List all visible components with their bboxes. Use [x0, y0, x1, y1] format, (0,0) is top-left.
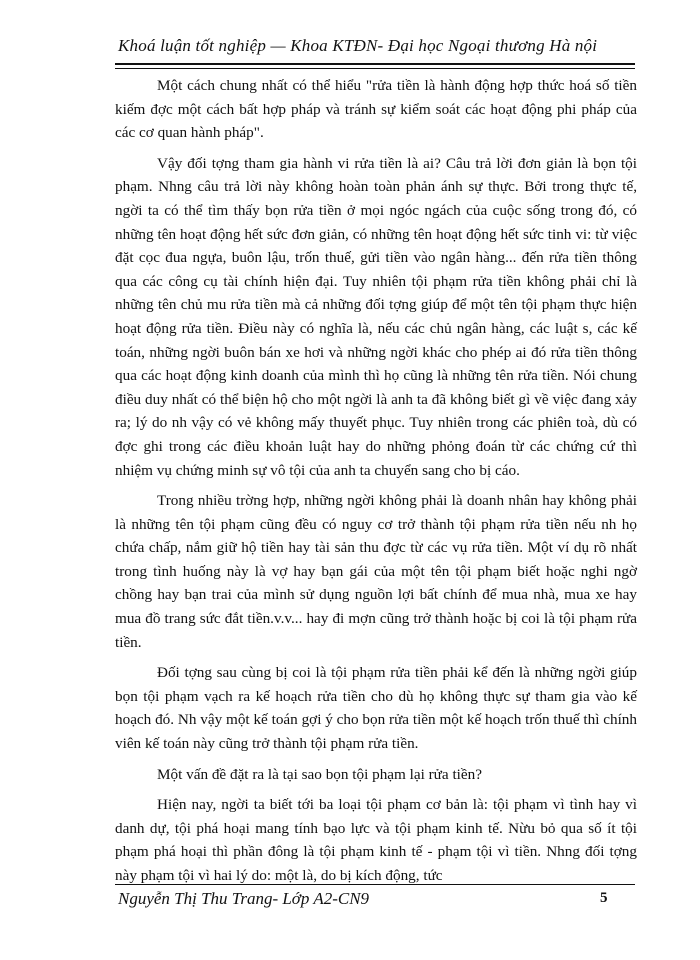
page-number: 5 — [600, 890, 608, 906]
document-body — [115, 74, 637, 895]
paragraph-2: Vậy đối tợng tham gia hành vi rửa tiền là ai? Câu trả lời đơn giản là bọn tội phạm. Nhng câu trả lời này không hoàn toàn phản ánh sự thực. Bởi trong thực tế, ngời ta có thể tìm thấy bọn rửa tiền ở mọi ngóc ngách của cuộc sống trong đó, có những tên hoạt động hết sức đơn giản, có những tên hoạt động hết sức tinh vi: từ việc đặt cọc đua ngựa, buôn lậu, trốn thuế, gửi tiền vào ngân hàng... đến rửa tiền thông qua các công cụ tài chính hiện đại. Tuy nhiên tội phạm rửa tiền không phải chỉ là những tên chủ mu rửa tiền mà cả những đối tợng giúp để một tên tội phạm thực hiện hoạt động rửa tiền. Điều này có nghĩa là, nếu các chủ ngân hàng, các luật s, các kế toán, những ngời buôn bán xe hơi và những ngời khác cho phép ai đó rửa tiền thông qua các hoạt động kinh doanh của mình thì họ cũng là những tên rửa tiền. Nói chung điều duy nhất có thể biện hộ cho một ngời là anh ta đã không biết gì về việc đang xảy ra; lý do nh vậy có vẻ không mấy thuyết phục. Tuy nhiên trong các phiên toà, dù có đợc ghi trong các điều khoản luật hay do những phỏng đoán từ các chứng cứ thì nhiệm vụ chứng minh sự vô tội của anh ta chuyển sang cho bị cáo. — [115, 154, 637, 479]
running-footer-author: Nguyễn Thị Thu Trang- Lớp A2-CN9 — [118, 889, 370, 908]
paragraph-3: Trong nhiều trờng hợp, những ngời không phải là doanh nhân hay không phải là những tên tội phạm cũng đều có nguy cơ trở thành tội phạm rửa tiền nếu nh họ chứa chấp, nắm giữ hộ tiền hay tài sản thu đợc từ các vụ rửa tiền. Một ví dụ rõ nhất trong tình huống này là vợ hay bạn gái của một tên tội phạm biết hoặc nghi ngờ chồng hay bạn trai của mình sử dụng nguồn lợi bất chính để mua nhà, mua xe hay mua đồ trang sức đắt tiền.v.v... hay đi mợn cũng trở thành hoặc bị coi là tội phạm rửa tiền. — [115, 492, 637, 651]
footer-rule — [115, 884, 635, 885]
paragraph-5: Một vấn đề đặt ra là tại sao bọn tội phạm lại rửa tiền? — [157, 765, 482, 783]
paragraph-4: Đối tợng sau cùng bị coi là tội phạm rửa tiền phải kể đến là những ngời giúp bọn tội phạm vạch ra kế hoạch rửa tiền cho dù họ không thực sự tham gia vào kế hoạch đó. Nh vậy một kế toán gợi ý cho bọn rửa tiền một kế hoạch trốn thuế thì chính viên kế toán này cũng trở thành tội phạm rửa tiền. — [115, 664, 637, 753]
paragraph-1: Một cách chung nhất có thể hiểu "rửa tiền là hành động hợp thức hoá số tiền kiếm đợc một cách bất hợp pháp và tránh sự kiểm soát các hoạt động phi pháp của các cơ quan hành pháp". — [115, 77, 637, 142]
header-rule-thick — [115, 63, 635, 65]
header-rule-thin — [115, 68, 635, 69]
paragraph-6: Hiện nay, ngời ta biết tới ba loại tội phạm cơ bản là: tội phạm vì tình hay vì danh dự, tội phá hoại mang tính bạo lực và tội phạm kinh tế. Nừu bỏ qua số ít tội phạm phá hoại thì phần đông là tội phạm kinh tế - phạm tội vì tiền. Nhng đối tợng này phạm tội vì hai lý do: một là, do bị kích động, tức — [115, 796, 637, 884]
running-header: Khoá luận tốt nghiệp — Khoa KTĐN- Đại học Ngoại thương Hà nội — [118, 36, 598, 55]
